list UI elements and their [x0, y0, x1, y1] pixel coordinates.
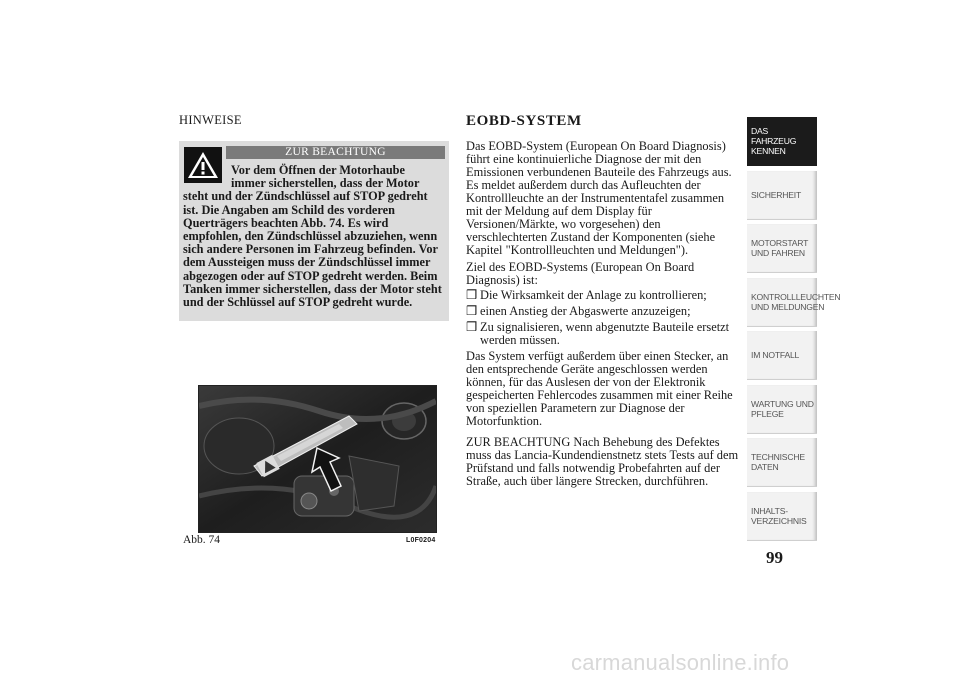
checkbox-bullet-icon: ❒ — [466, 304, 478, 318]
tab-im-notfall[interactable] — [747, 331, 817, 380]
list-item — [466, 321, 740, 347]
paragraph: Ziel des EOBD-Systems (European On Board Diagnosis) ist: — [466, 260, 695, 287]
tab-label: WARTUNG UND PFLEGE — [751, 399, 814, 419]
checkbox-bullet-icon: ❒ — [466, 288, 478, 302]
section-heading-hinweise: HINWEISE — [179, 113, 242, 127]
list-item-text: einen Anstieg der Abgaswerte anzuzeigen; — [480, 304, 691, 318]
figure-code: L0F0204 — [406, 537, 436, 544]
paragraph: ZUR BEACHTUNG Nach Behebung des Defektes muss das Lancia-Kundendienstnetz stets Tests auf dem Prüfstand und falls notwendig Probefahrten auf der Straße, auch über längere Strecken, durchführen. — [466, 435, 739, 488]
paragraph: Das System verfügt außerdem über einen Stecker, an den entsprechende Geräte angeschlossen werden können, für das Auslesen der von der Elektronik gespeicherten Fehlercodes zusammen mit einer Reihe von speziellen Parametern zur Diagnose der Motorfunktion. — [466, 349, 733, 428]
warning-text — [183, 164, 445, 309]
checkbox-bullet-icon: ❒ — [466, 320, 478, 334]
tab-technische-daten[interactable] — [747, 438, 817, 487]
tab-label: TECHNISCHE DATEN — [751, 452, 805, 472]
tab-label: SICHERHEIT — [751, 190, 802, 200]
tab-das-fahrzeug-kennen[interactable] — [747, 117, 817, 166]
list-item — [466, 305, 740, 318]
warning-header: ZUR BEACHTUNG — [226, 146, 445, 159]
list-item — [466, 289, 740, 302]
tab-label: MOTORSTART UND FAHREN — [751, 238, 809, 258]
figure-caption: Abb. 74 — [183, 534, 221, 546]
page-number: 99 — [766, 548, 783, 567]
tab-label: KONTROLLLEUCHTEN UND MELDUNGEN — [751, 292, 841, 312]
tab-wartung-und-pflege[interactable] — [747, 385, 817, 434]
tab-inhaltsverzeichnis[interactable] — [747, 492, 817, 541]
tab-motorstart-und-fahren[interactable] — [747, 224, 817, 273]
tab-kontrollleuchten[interactable] — [747, 278, 841, 327]
section-title-eobd: EOBD-SYSTEM — [466, 113, 582, 129]
paragraph: Das EOBD-System (European On Board Diagnosis) führt eine kontinuierliche Diagnose der mit den Emissionen verbundenen Bauteile des Fahrzeugs aus. Es meldet außerdem durch das Aufleuchten der Kontrollleuchte an der Instrumententafel zusammen mit der Meldung auf dem Display für Versionen/Märkte, wo vorgesehen) den verschlechterten Zustand der Komponenten (siehe Kapitel "Kontrollleuchten und Meldungen"). — [466, 139, 732, 257]
list-item-text: Die Wirksamkeit der Anlage zu kontrollieren; — [480, 288, 707, 302]
tab-label: IM NOTFALL — [751, 350, 800, 360]
tab-label: INHALTS- VERZEICHNIS — [751, 506, 807, 526]
tab-sicherheit[interactable] — [747, 171, 817, 220]
watermark: carmanualsonline.info — [571, 650, 790, 675]
list-item-text: Zu signalisieren, wenn abgenutzte Bauteile ersetzt werden müssen. — [480, 320, 730, 347]
warning-first-line: Vor dem Öffnen der Motorhaube — [231, 163, 405, 177]
engine-bay-photo — [198, 385, 437, 533]
warning-second-line: immer sicherstellen, dass der Motor — [231, 176, 420, 191]
warning-body: steht und der Zündschlüssel auf STOP gedreht ist. Die Angaben am Schild des vorderen Querträgers beachten Abb. 74. Es wird empfohlen, den Zündschlüssel abzuziehen, wenn sich andere Personen im Fahrzeug befinden. Vor dem Aussteigen muss der Zündschlüssel immer abgezogen oder auf STOP gedreht werden. Beim Tanken immer sicherstellen, dass der Motor steht und der Schlüssel auf STOP gedreht wurde. — [183, 189, 442, 310]
eobd-text-column — [466, 140, 740, 492]
tab-label: DAS FAHRZEUG KENNEN — [751, 126, 797, 156]
